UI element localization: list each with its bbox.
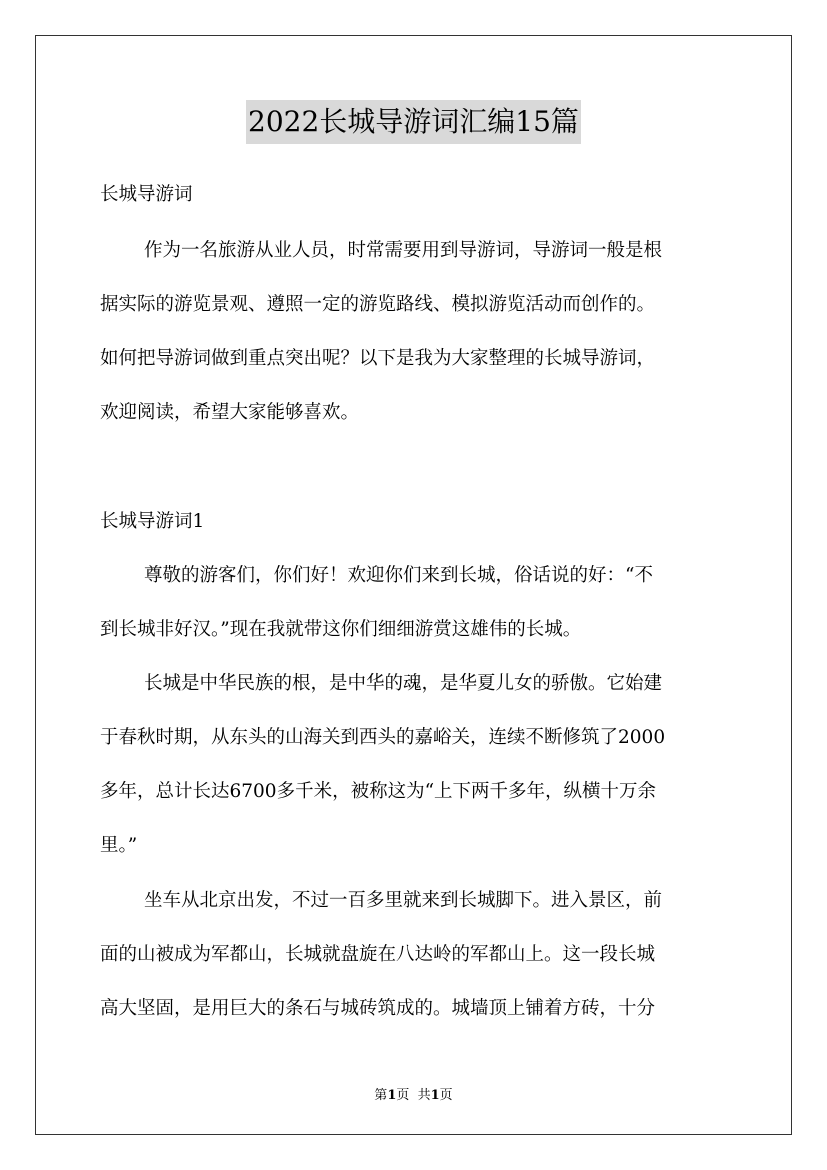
article-line-1: 尊敬的游客们，你们好！欢迎你们来到长城，俗话说的好：“不 xyxy=(144,565,653,586)
footer-page-prefix: 第 xyxy=(374,1088,388,1103)
article-line-4: 于春秋时期，从东头的山海关到西头的嘉峪关，连续不断修筑了2000 xyxy=(100,727,666,748)
page-footer xyxy=(0,1084,827,1103)
article-line-2: 到长城非好汉。”现在我就带这你们细细游赏这雄伟的长城。 xyxy=(100,619,582,640)
footer-page-suffix: 页 xyxy=(439,1088,453,1103)
footer-page-number: 1 xyxy=(387,1088,397,1103)
article-line-7: 坐车从北京出发，不过一百多里就来到长城脚下。进入景区，前 xyxy=(144,890,663,911)
intro-line-1: 作为一名旅游从业人员，时常需要用到导游词，导游词一般是根 xyxy=(144,240,663,261)
section-heading: 长城导游词 xyxy=(100,184,193,205)
intro-line-3: 如何把导游词做到重点突出呢？以下是我为大家整理的长城导游词， xyxy=(100,348,656,369)
intro-line-4: 欢迎阅读，希望大家能够喜欢。 xyxy=(100,402,360,423)
title-wrap xyxy=(0,100,827,144)
article-line-3: 长城是中华民族的根，是中华的魂，是华夏儿女的骄傲。它始建 xyxy=(144,673,663,694)
article-line-9: 高大坚固，是用巨大的条石与城砖筑成的。城墙顶上铺着方砖，十分 xyxy=(100,998,656,1019)
article-line-6: 里。” xyxy=(100,835,138,856)
document-title: 2022长城导游词汇编15篇 xyxy=(246,100,581,144)
article-line-8: 面的山被成为军都山，长城就盘旋在八达岭的军都山上。这一段长城 xyxy=(100,944,656,965)
footer-page-total: 1 xyxy=(430,1088,440,1103)
article-heading: 长城导游词1 xyxy=(100,511,205,532)
intro-line-2: 据实际的游览景观、遵照一定的游览路线、模拟游览活动而创作的。 xyxy=(100,294,656,315)
footer-page-mid: 页 共 xyxy=(396,1088,431,1103)
article-line-5: 多年，总计长达6700多千米，被称这为“上下两千多年，纵横十万余 xyxy=(100,781,657,802)
